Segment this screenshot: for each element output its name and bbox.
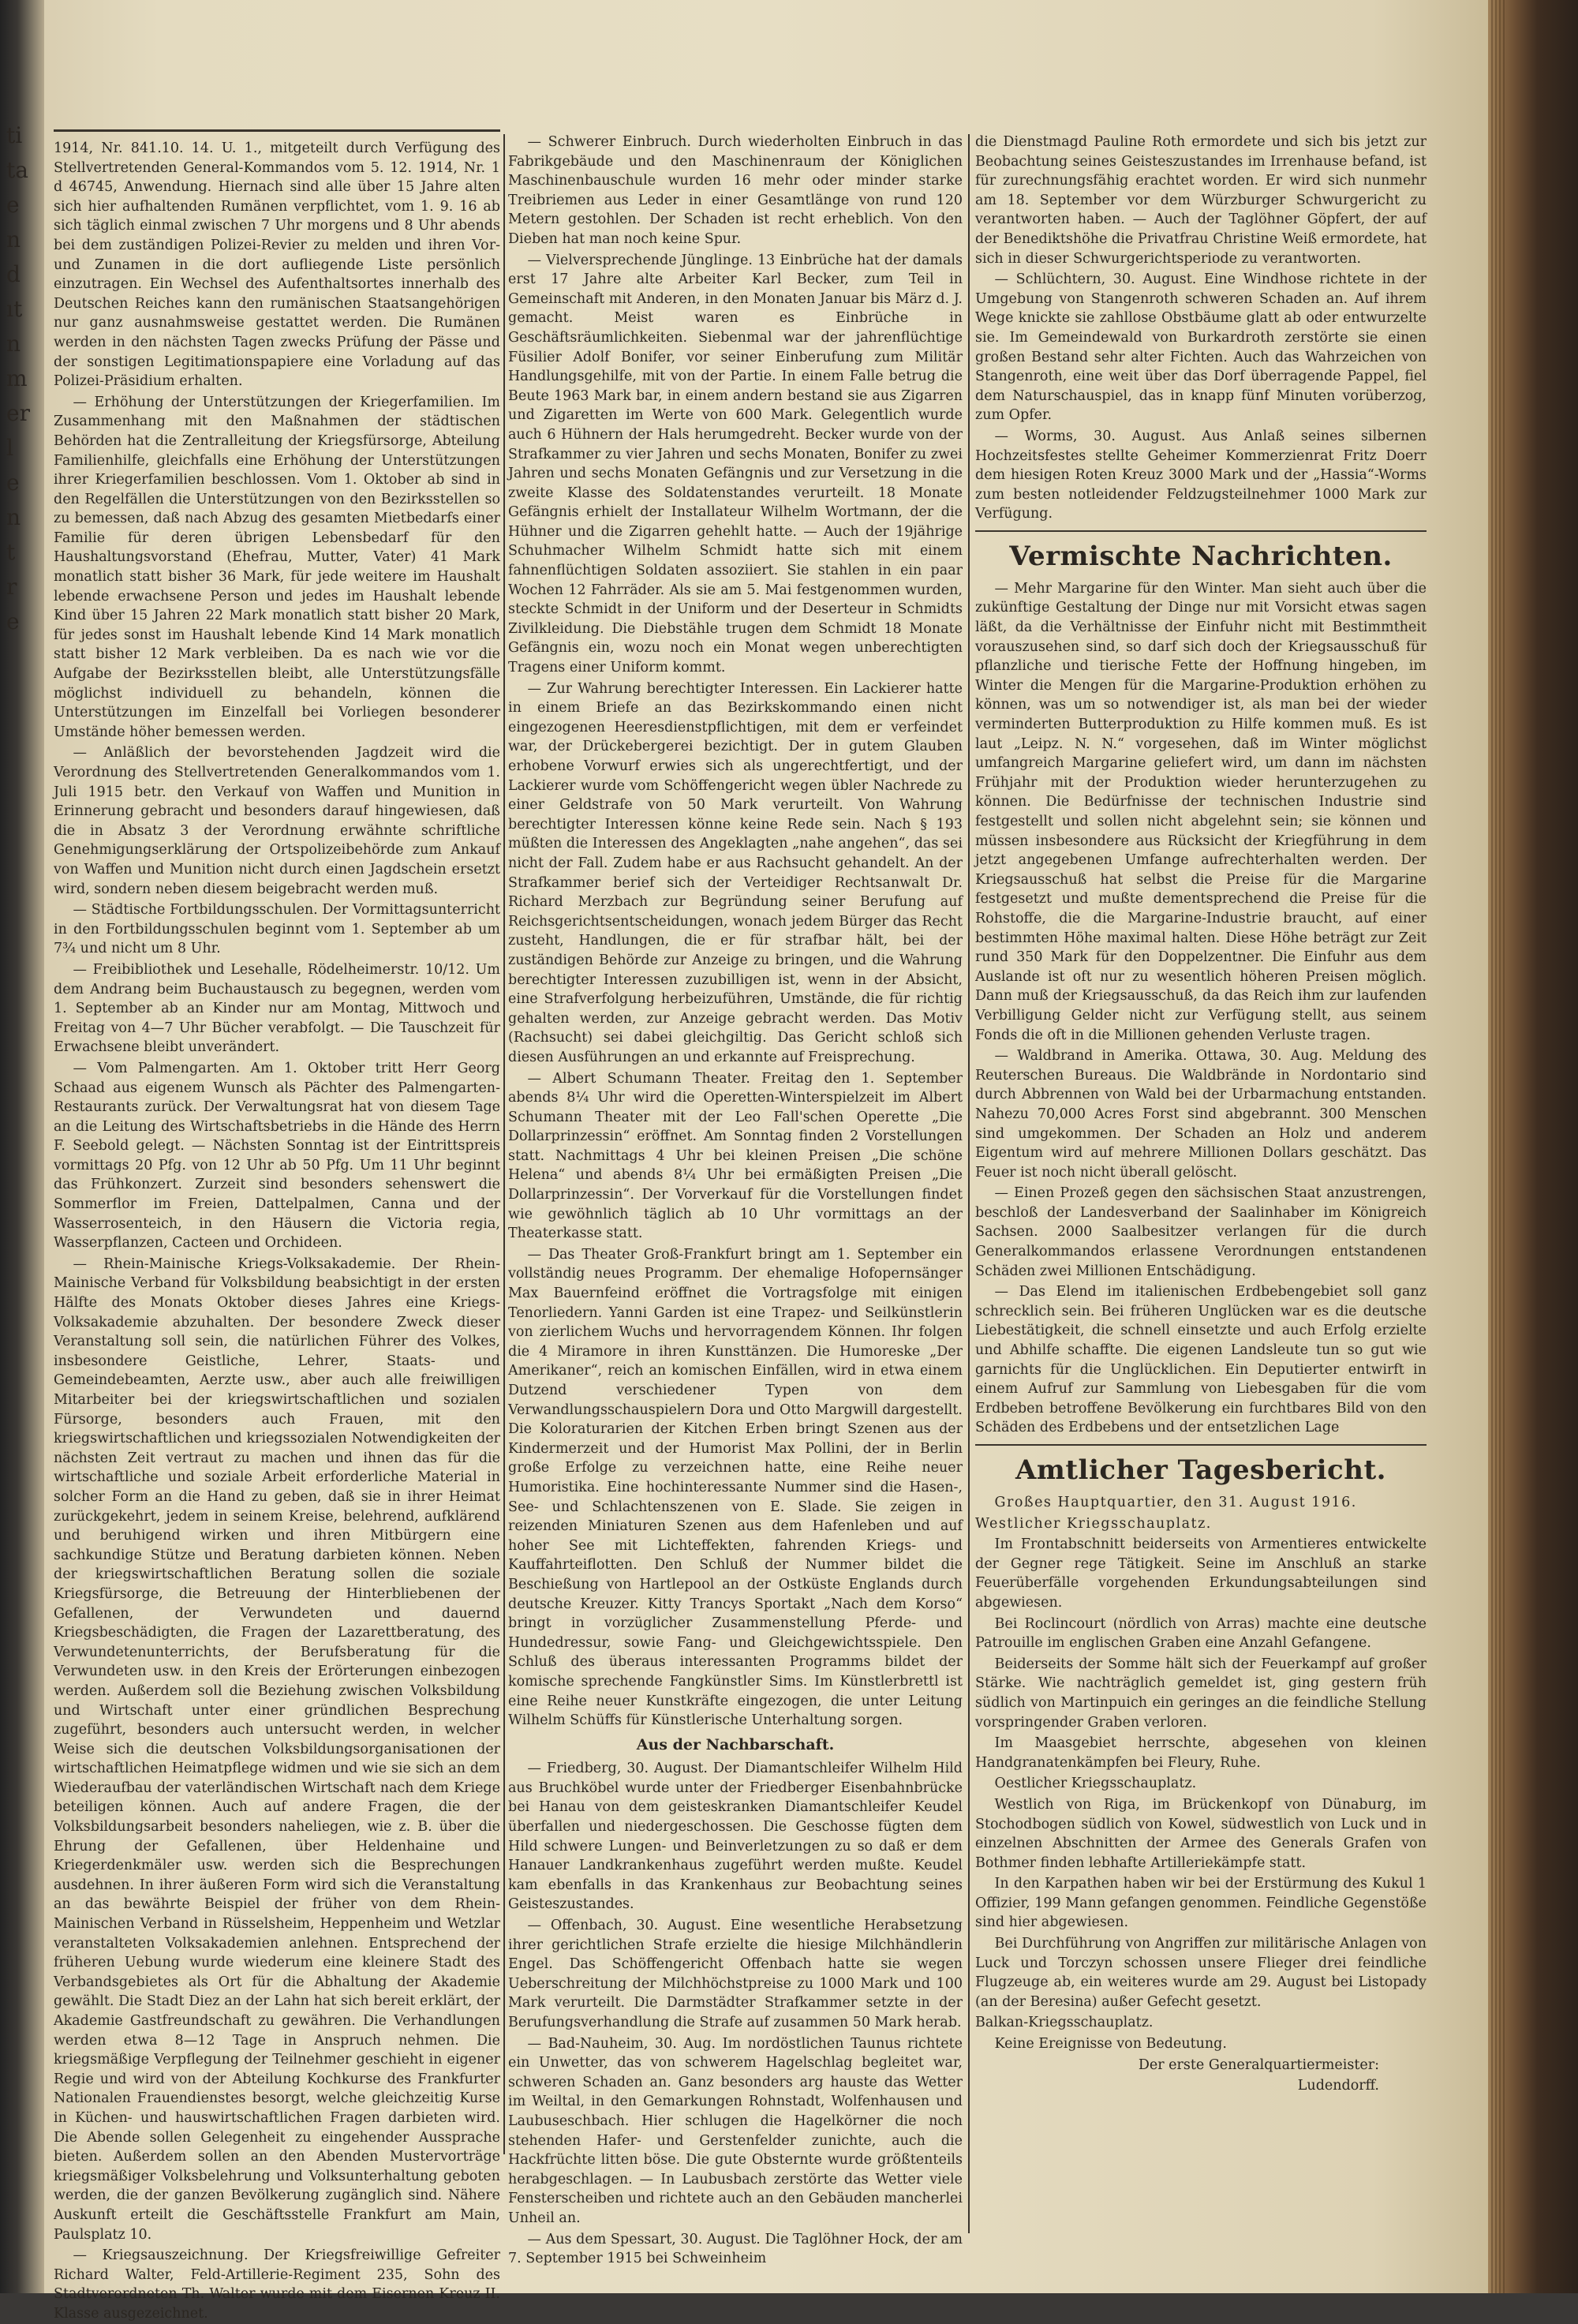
section-divider — [975, 530, 1427, 532]
column-rule-1 — [503, 134, 505, 2154]
article: — Albert Schumann Theater. Freitag den 1. September abends 8¼ Uhr wird die Operetten-Winterspielzeit im Albert Schumann Theater mit der Leo Fall'schen Operette „Die Dollarprinzessin“ eröffnet. Am Sonntag finden 2 Vorstellungen statt. Nachmittags 4 Uhr bei kleinen Preisen „Die schöne Helena“ und abends 8¼ Uhr bei ermäßigten Preisen „Die Dollarprinzessin“. Der Vorverkauf für die Vorstellungen findet wie gewöhnlich täglich ab 10 Uhr vormittags an der Theaterkasse statt. — [508, 1070, 963, 1242]
section-heading-daily-report: Amtlicher Tagesbericht. — [1015, 1454, 1387, 1486]
report-paragraph: In den Karpathen haben wir bei der Erstürmung des Kukul 1 Offizier, 199 Mann gefangen genommen. Feindliche Gegenstöße sind hier abgewiesen. — [975, 1876, 1427, 1931]
article: — Vielversprechende Jünglinge. 13 Einbrüche hat der damals erst 17 Jahre alte Arbeiter Karl Becker, zum Teil in Gemeinschaft mit Anderen, in den Monaten Januar bis März d. J. gemacht. Meist waren es Einbrüche in Geschäftsräumlichkeiten. Siebenmal war der jahrenflüchtige Füsilier Adolf Bonifer, vor seiner Einberufung zum Militär Handlungsgehilfe, mit von der Partie. In einem Falle betrug die Beute 1963 Mark bar, in einem andern bestand sie aus Zigarren und Zigaretten im Werte von 600 Mark. Gelegentlich wurde auch 6 Hühnern der Hals herumgedreht. Becker wurde von der Strafkammer zu vier Jahren und sechs Monaten, Bonifer zu zwei Jahren und sechs Monaten Gefängnis und zur Versetzung in die zweite Klasse des Soldatenstandes verurteilt. 18 Monate Gefängnis erhielt der Installateur Wilhelm Wortmann, der die Hühner und die Zigarren gehehlt hatte. — Auch der 19jährige Schuhmacher Wilhelm Schmidt hatte sich mit einem fahnenflüchtigen Soldaten assoziiert. Sie stahlen in ein paar Wochen 12 Fahrräder. Als sie am 5. Mai festgenommen wurden, steckte Schmidt in der Uniform und der Deserteur in Schmidts Zivilkleidung. Die Diebstähle trugen dem Schmidt 18 Monate Gefängnis ein, wozu noch ein Monat wegen unberechtigten Tragens einer Uniform kommt. — [508, 252, 963, 676]
signature-name: Ludendorff. — [1297, 2078, 1379, 2094]
column-rule-2 — [968, 134, 970, 2233]
signature-title: Der erste Generalquartiermeister: — [1138, 2056, 1379, 2073]
article: — Bad-Nauheim, 30. Aug. Im nordöstlichen Taunus richtete ein Unwetter, das von schwerem Hagelschlag begleitet war, schweren Schaden an. Ganz besonders arg hauste das Wetter im Weiltal, in den Gemarkungen Rohnstadt, Wolfenhausen und Laubuseschbach. Hier schlugen die Hagelkörner die noch stehenden Hafer- und Gerstenfelder zunichte, auch die Hackfrüchte litten böse. Die gute Obsternte wurde größtenteils herabgeschlagen. — In Laubusbach zerstörte das Wetter viele Fensterscheiben und richtete auch an den Gebäuden mancherlei Unheil an. — [508, 2035, 963, 2226]
article: — Kriegsauszeichnung. Der Kriegsfreiwillige Gefreiter Richard Walter, Feld-Artillerie-Regiment 235, Sohn des Stadtverordneten Th. Walter wurde mit dem Eisernen Kreuz II. Klasse ausgezeichnet. — [54, 2247, 500, 2322]
section-divider — [975, 1444, 1427, 1446]
article: — Waldbrand in Amerika. Ottawa, 30. Aug. Meldung des Reuterschen Bureaus. Die Waldbrände in Nordontario sind durch Abbrennen von Wald bei der Urbarmachung entstanden. Nahezu 70,000 Acres Forst sind abgebrannt. 300 Menschen sind umgekommen. Der Schaden an Holz und anderem Eigentum wird auf mehrere Millionen Dollars geschätzt. Das Feuer ist noch nicht überall gelöscht. — [975, 1048, 1427, 1181]
report-paragraph: Beiderseits der Somme hält sich der Feuerkampf auf großer Stärke. Wie nachträglich gemeldet ist, ging gestern früh südlich von Martinpuich ein geringes an die feindliche Stellung vorspringender Graben verloren. — [975, 1656, 1427, 1731]
column-head-rule — [54, 129, 500, 132]
western-front-heading: Westlicher Kriegsschauplatz. — [975, 1515, 1212, 1532]
section-heading-misc-news: Vermischte Nachrichten. — [1009, 540, 1393, 572]
report-paragraph: Westlich von Riga, im Brückenkopf von Dünaburg, im Stochodbogen südlich von Kowel, südwestlich von Luck und in einzelnen Abschnitten der Armee des Generals Grafen von Bothmer finden lebhafte Artilleriekämpfe statt. — [975, 1796, 1427, 1871]
column-1 — [54, 139, 500, 2322]
left-page-fragment: ti ta e n d ıt n m er l e n t r e — [6, 122, 30, 634]
balkan-front-heading: Balkan-Kriegsschauplatz. — [975, 2015, 1154, 2031]
report-paragraph: Bei Roclincourt (nördlich von Arras) machte eine deutsche Patrouille im englischen Graben eine Anzahl Gefangene. — [975, 1615, 1427, 1652]
article: die Dienstmagd Pauline Roth ermordete und sich bis jetzt zur Beobachtung seines Geisteszustandes im Irrenhause befand, ist für zurechnungsfähig erachtet worden. Er wird sich nunmehr am 18. September vor dem Würzburger Schwurgericht zu verantworten haben. — Auch der Taglöhner Göpfert, der auf der Benediktshöhe die Privatfrau Christine Weiß ermordete, hat sich in dieser Schwurgerichtsperiode zu verantworten. — [975, 134, 1427, 267]
eastern-front-heading: Oestlicher Kriegsschauplatz. — [994, 1776, 1197, 1792]
report-dateline: Großes Hauptquartier, den 31. August 1916. — [994, 1495, 1357, 1510]
report-paragraph: Im Frontabschnitt beiderseits von Armentieres entwickelte der Gegner rege Tätigkeit. Seine im Anschluß an starke Feuerüberfälle vorgehenden Erkundungsabteilungen sind abgewiesen. — [975, 1536, 1427, 1611]
article: — Mehr Margarine für den Winter. Man sieht auch über die zukünftige Gestaltung der Dinge nur mit Vorsicht etwas sagen läßt, da die Verhältnisse der Einfuhr nicht mit Bestimmtheit vorauszusehen sind, so darf sich doch der Kriegsausschuß für pflanzliche und tierische Fette der Hoffnung hingeben, im Winter die Mengen für die Margarine-Produktion erhöhen zu können, was um so notwendiger ist, als man bei der wieder verminderten Butterproduktion zu Hilfe kommen muß. Es ist laut „Leipz. N. N.“ vorgesehen, daß im Winter möglichst umfangreich Margarine geliefert wird, um dann im nächsten Frühjahr mit der Produktion wieder herunterzugehen zu können. Die Bedürfnisse der technischen Industrie sind festgestellt und sollen nicht abgelehnt sein; sie können und müssen insbesondere aus Rücksicht der Kriegführung in dem jetzt angegebenen Umfange aufrechterhalten werden. Der Kriegsausschuß hat selbst die Preise für die Margarine festgesetzt und mußte dementsprechend die Preise für die Rohstoffe, die die Margarine-Industrie braucht, auf einer bestimmten Höhe maximal halten. Diese Höhe beträgt zur Zeit rund 350 Mark für den Doppelzentner. Die Einfuhr aus dem Auslande ist oft nur zu wesentlich höheren Preisen möglich. Dann muß der Kriegsausschuß, da das Reich ihm zur laufenden Verbilligung Gelder nicht zur Verfügung stellt, aus seinem Fonds die oft in die Millionen gehenden Verluste tragen. — [975, 580, 1427, 1043]
article: — Rhein-Mainische Kriegs-Volksakademie. Der Rhein-Mainische Verband für Volksbildung beabsichtigt in der ersten Hälfte des Monats Oktober dieses Jahres eine Kriegs-Volksakademie abzuhalten. Der besondere Zweck dieser Veranstaltung soll sein, die natürlichen Führer des Volkes, insbesondere Geistliche, Lehrer, Staats- und Gemeindebeamten, Aerzte usw., aber auch alle freiwilligen Mitarbeiter bei der kriegswirtschaftlichen und sozialen Fürsorge, besonders auch Frauen, mit den kriegswirtschaftlichen und kriegssozialen Notwendigkeiten der nächsten Zeit vertraut zu machen und ihnen das für die wirtschaftliche und soziale Arbeit erforderliche Material in solcher Form an die Hand zu geben, daß sie in ihrer Heimat zurückgekehrt, jedem in seinem Kreise, belehrend, aufklärend und beruhigend wirken und ihren Mitbürgern eine sachkundige Stütze und Beratung darbieten können. Neben der kriegswirtschaftlichen Beratung sollen die soziale Kriegsfürsorge, die Betreuung der Hinterbliebenen der Gefallenen, der Verwundeten und dauernd Kriegsbeschädigten, die Fragen der Lazarettberatung, des Verwundetenunterrichts, der Berufsberatung für die Verwundeten usw. in den Kreis der Erörterungen einbezogen werden. Außerdem soll die Beziehung zwischen Volksbildung und Wirtschaft unter einer gründlichen Besprechung zugeführt, besonders auch untersucht werden, in welcher Weise sich die deutschen Volksbildungsorganisationen der wirtschaftlichen Heimatpflege widmen und wie sie sich an dem Wiederaufbau der vaterländischen Wirtschaft nach dem Kriege beteiligen können. Auch auf andere Fragen, die der Volksbildungsarbeit besonders naheliegen, wie z. B. über die Ehrung der Gefallenen, über Heldenhaine und Kriegerdenkmäler usw. werden sich die Besprechungen ausdehnen. In ihrer äußeren Form wird sich die Veranstaltung an das bewährte Beispiel der früher von dem Rhein-Mainischen Verband in Rüsselsheim, Heppenheim und Wetzlar veranstalteten Volksakademien anlehnen. Entsprechend der früheren Uebung wurde wiederum eine kleinere Stadt des Verbandsgebietes als Ort für die Abhaltung der Akademie gewählt. Die Stadt Diez an der Lahn hat sich bereit erklärt, der Akademie Gastfreundschaft zu gewähren. Die Verhandlungen werden etwa 8—12 Tage in Anspruch nehmen. Die kriegsmäßige Verpflegung der Teilnehmer geschieht in eigener Regie und wird von der Abteilung Kochkurse des Frankfurter Nationalen Frauendienstes besorgt, welche gleichzeitig Kurse in Küchen- und hauswirtschaftlichen Fragen darbieten wird. Die Abende sollen Gelegenheit zu eingehender Aussprache bieten. Außerdem sollen an den Abenden Mustervorträge kriegsmäßiger Volksbelehrung und Volksunterhaltung geboten werden, die der ganzen Bevölkerung zugänglich sind. Nähere Auskunft erteilt die Geschäftsstelle Frankfurt am Main, Paulsplatz 10. — [54, 1256, 500, 2243]
article: — Offenbach, 30. August. Eine wesentliche Herabsetzung ihrer gerichtlichen Strafe erzielte die hiesige Milchhändlerin Engel. Das Schöffengericht Offenbach hatte sie wegen Ueberschreitung der Milchhöchstpreise zu 1000 Mark und 100 Mark verurteilt. Die Darmstädter Strafkammer setzte in der Berufungsverhandlung die Strafe auf zusammen 50 Mark herab. — [508, 1918, 963, 2030]
article: 1914, Nr. 841.10. 14. U. 1., mitgeteilt durch Verfügung des Stellvertretenden General-Kommandos vom 5. 12. 1914, Nr. 1 d 46745, Anwendung. Hiernach sind alle über 15 Jahre alten sich hier aufhaltenden Rumänen verpflichtet, vom 1. 9. 16 ab sich täglich einmal zwischen 7 Uhr morgens und 8 Uhr abends bei dem zuständigen Polizei-Revier zu melden und ihren Vor- und Zunamen in die dort aufliegende Liste persönlich einzutragen. Ein Wechsel des Aufenthaltsortes innerhalb des Deutschen Reiches kann den rumänischen Staatsangehörigen nur ganz ausnahmsweise gestattet werden. Die Rumänen werden in den nächsten Tagen zwecks Prüfung der Pässe und der sonstigen Legitimationspapiere eine Vorladung auf das Polizei-Präsidium erhalten. — [54, 140, 500, 390]
column-2 — [508, 133, 963, 2267]
article: — Aus dem Spessart, 30. August. Die Taglöhner Hock, der am 7. September 1915 bei Schweinheim — [508, 2231, 963, 2267]
report-paragraph: Im Maasgebiet herrschte, abgesehen von kleinen Handgranatenkämpfen bei Fleury, Ruhe. — [975, 1735, 1427, 1771]
article: — Worms, 30. August. Aus Anlaß seines silbernen Hochzeitsfestes stellte Geheimer Kommerzienrat Fritz Doerr dem hiesigen Roten Kreuz 3000 Mark und der „Hassia“-Worms zum besten notleidender Feldzugsteilnehmer 1000 Mark zur Verfügung. — [975, 428, 1427, 522]
article: — Vom Palmengarten. Am 1. Oktober tritt Herr Georg Schaad aus eigenem Wunsch als Pächter des Palmengarten-Restaurants zurück. Der Verwaltungsrat hat von diesem Tage an die Leitung des Wirtschaftsbetriebs in die Hände des Herrn F. Seebold gelegt. — Nächsten Sonntag ist der Eintrittspreis vormittags 20 Pfg. von 12 Uhr ab 50 Pfg. Um 11 Uhr beginnt das Frühkonzert. Zurzeit sind besonders sehenswert die Sommerflor im Freien, Dattelpalmen, Canna und der Wasserrosenteich, in den Häusern die Victoria regia, Wasserpflanzen, Cacteen und Orchideen. — [54, 1060, 500, 1252]
neighborhood-heading: Aus der Nachbarschaft. — [636, 1735, 835, 1753]
report-paragraph: Bei Durchführung von Angriffen zur militärische Anlagen von Luck und Torczyn schossen unsere Flieger drei feindliche Flugzeuge ab, ein weiteres wurde am 29. August bei Listopady (an der Beresina) außer Gefecht gesetzt. — [975, 1936, 1427, 2010]
article: — Zur Wahrung berechtigter Interessen. Ein Lackierer hatte in einem Briefe an das Bezirkskommando einen nicht eingezogenen Heeresdienstpflichtigen, mit dem er verfeindet war, der Drückebergerei bezichtigt. Der in gutem Glauben erhobene Vorwurf erwies sich als ungerechtfertigt, und der Lackierer wurde vom Schöffengericht wegen übler Nachrede zu einer Geldstrafe von 50 Mark verurteilt. Von Wahrung berechtigter Interessen könne keine Rede sein. Nach § 193 müßten die Interessen des Angeklagten „nahe angehen“, das sei nicht der Fall. Zudem habe er aus Rachsucht gehandelt. An der Strafkammer berief sich der Verteidiger Rechtsanwalt Dr. Richard Merzbach zur Begründung seiner Berufung auf Reichsgerichtsentscheidungen, wonach jedem Bürger das Recht zusteht, Handlungen, die er für strafbar hält, bei der zuständigen Behörde zur Anzeige zu bringen, und die Wahrung berechtigter Interessen zuzubilligen ist, wenn in der Absicht, eine Strafverfolgung herbeizuführen, Umstände, die für richtig gehalten werden, zur Anzeige gebracht werden. Das Motiv (Rachsucht) sei dabei gleichgiltig. Das Gericht schloß sich diesen Ausführungen an und erkannte auf Freisprechung. — [508, 680, 963, 1065]
page-edge-stack — [1491, 0, 1507, 2293]
article: — Einen Prozeß gegen den sächsischen Staat anzustrengen, beschloß der Landesverband der Saalinhaber im Königreich Sachsen. 2000 Saalbesitzer verlangen für die durch Generalkommandos erlassene Verordnungen entstandenen Schäden zwei Millionen Entschädigung. — [975, 1185, 1427, 1279]
report-paragraph: Keine Ereignisse von Bedeutung. — [994, 2036, 1227, 2053]
article: — Städtische Fortbildungsschulen. Der Vormittagsunterricht in den Fortbildungsschulen beginnt vom 1. September ab um 7¾ und nicht um 8 Uhr. — [54, 902, 500, 957]
article: — Erhöhung der Unterstützungen der Kriegerfamilien. Im Zusammenhang mit den Maßnahmen der städtischen Behörden hat die Zentralleitung der Kriegsfürsorge, Abteilung Familienhilfe, gleichfalls eine Erhöhung der Unterstützungen ihrer Kriegerfamilien beschlossen. Vom 1. Oktober ab sind in den Regelfällen die Unterstützungen von den Bezirksstellen so zu bemessen, daß nach Abzug des gesamten Mietbedarfs einer Familie für deren übrigen Lebensbedarf für den Haushaltungsvorstand (Ehefrau, Mutter, Vater) 41 Mark monatlich statt bisher 36 Mark, für jede weitere im Haushalt lebende erwachsene Person und jedes im Haushalt lebende Kind über 15 Jahren 22 Mark monatlich statt bisher 20 Mark, für jedes sonst im Haushalt lebende Kind 14 Mark monatlich statt bisher 12 Mark verbleiben. Da es nach wie vor die Aufgabe der Bezirksstellen bleibt, alle Unterstützungsfälle möglichst individuell zu behandeln, können die Unterstützungen im Einzelfall bei Vorliegen besonderer Umstände höher bemessen werden. — [54, 394, 500, 740]
column-3 — [975, 133, 1427, 2263]
article: — Schlüchtern, 30. August. Eine Windhose richtete in der Umgebung von Stangenroth schweren Schaden an. Auf ihrem Wege knickte sie zahllose Obstbäume glatt ab oder entwurzelte sie. Im Gemeindewald von Burkardroth zerstörte sie einen großen Bestand sehr alter Fichten. Auch das Wahrzeichen von Stangenroth, eine weit über das Dorf überragende Pappel, fiel dem Naturschauspiel, das in knapp fünf Minuten vorüberzog, zum Opfer. — [975, 271, 1427, 424]
article: — Freibibliothek und Lesehalle, Rödelheimerstr. 10/12. Um dem Andrang beim Buchaustausch zu begegnen, werden vom 1. September ab an Kinder nur am Montag, Mittwoch und Freitag von 4—7 Uhr Bücher verabfolgt. — Die Tauschzeit für Erwachsene bleibt unverändert. — [54, 961, 500, 1056]
article: — Das Elend im italienischen Erdbebengebiet soll ganz schrecklich sein. Bei früheren Unglücken war es die deutsche Liebestätigkeit, die schnell einsetzte und auch Erfolg erzielte und Abhilfe schaffte. Die eigenen Landsleute tun so gut wie garnichts für die Unglücklichen. Ein Deputierter entwirft in einem Aufruf zur Sammlung von Liebesgaben für die vom Erdbeben betroffene Bevölkerung ein furchtbares Bild von den Schäden des Erdbebens und der entsetzlichen Lage — [975, 1284, 1427, 1436]
article: — Anläßlich der bevorstehenden Jagdzeit wird die Verordnung des Stellvertretenden Generalkommandos vom 1. Juli 1915 betr. den Verkauf von Waffen und Munition in Erinnerung gebracht und besonders darauf hingewiesen, daß die in Absatz 3 der Verordnung erwähnte schriftliche Genehmigungserklärung der Ortspolizeibehörde zum Ankauf von Waffen und Munition nicht durch einen Jagdschein ersetzt wird, sondern neben diesem beigebracht werden muß. — [54, 745, 500, 897]
article: — Friedberg, 30. August. Der Diamantschleifer Wilhelm Hild aus Bruchköbel wurde unter der Friedberger Eisenbahnbrücke bei Hanau von dem geisteskranken Diamantschleifer Keudel überfallen und niedergeschossen. Die Geschosse fügten dem Hild schwere Lungen- und Beinverletzungen zu so daß er dem Hanauer Landkrankenhaus zugeführt werden mußte. Keudel kam ebenfalls in das Krankenhaus zur Beobachtung seines Geisteszustandes. — [508, 1761, 963, 1913]
article: — Das Theater Groß-Frankfurt bringt am 1. September ein vollständig neues Programm. Der ehemalige Hofopernsänger Max Bauernfeind eröffnet die Vortragsfolge mit einigen Tenorliedern. Yanni Garden ist eine Trapez- und Seilkünstlerin von zierlichem Wuchs und hervorragendem Können. Ihr folgen die 4 Miramore in ihren Kunsttänzen. Die Humoreske „Der Amerikaner“, reich an komischen Einfällen, wird in etwa einem Dutzend verschiedener Typen von dem Verwandlungsschauspielern Dora und Otto Margwill dargestellt. Die Koloraturarien der Kitchen Erben bringt Szenen aus der Kindermerzeit und der Humorist Max Pollini, der in Berlin große Erfolge zu verzeichnen hatte, eine Reihe neuer Humoristika. Eine hochinteressante Nummer sind die Hasen-, See- und Schlachtenszenen von E. Slade. Sie zeigen in reizenden Miniaturen Szenen aus dem Hafenleben und auf hoher See mit Lichteffekten, fahrenden Kriegs- und Kauffahrteiflotten. Den Schluß der Nummer bildet die Beschießung von Hartlepool an der Ostküste Englands durch deutsche Kreuzer. Kitty Trancys Sportakt „Nach dem Korso“ bringt in vorzüglicher Zusammenstellung Pferde- und Hundedressur, sowie Fang- und Gleichgewichtsspiele. Den Schluß des überaus interessanten Programms bildet der komische sprechende Fangkünstler Sims. Im Künstlerbrettl ist eine Reihe neuer Kunstkräfte eingezogen, die unter Leitung Wilhelm Schüffs für Künstlerische Unterhaltung sorgen. — [508, 1246, 963, 1729]
article: — Schwerer Einbruch. Durch wiederholten Einbruch in das Fabrikgebäude und den Maschinenraum der Königlichen Maschinenbauschule wurden 16 mehr oder minder starke Treibriemen aus Leder in einer Gesamtlänge von rund 120 Metern gestohlen. Der Schaden ist recht erheblich. Von den Dieben hat man noch keine Spur. — [508, 134, 963, 247]
